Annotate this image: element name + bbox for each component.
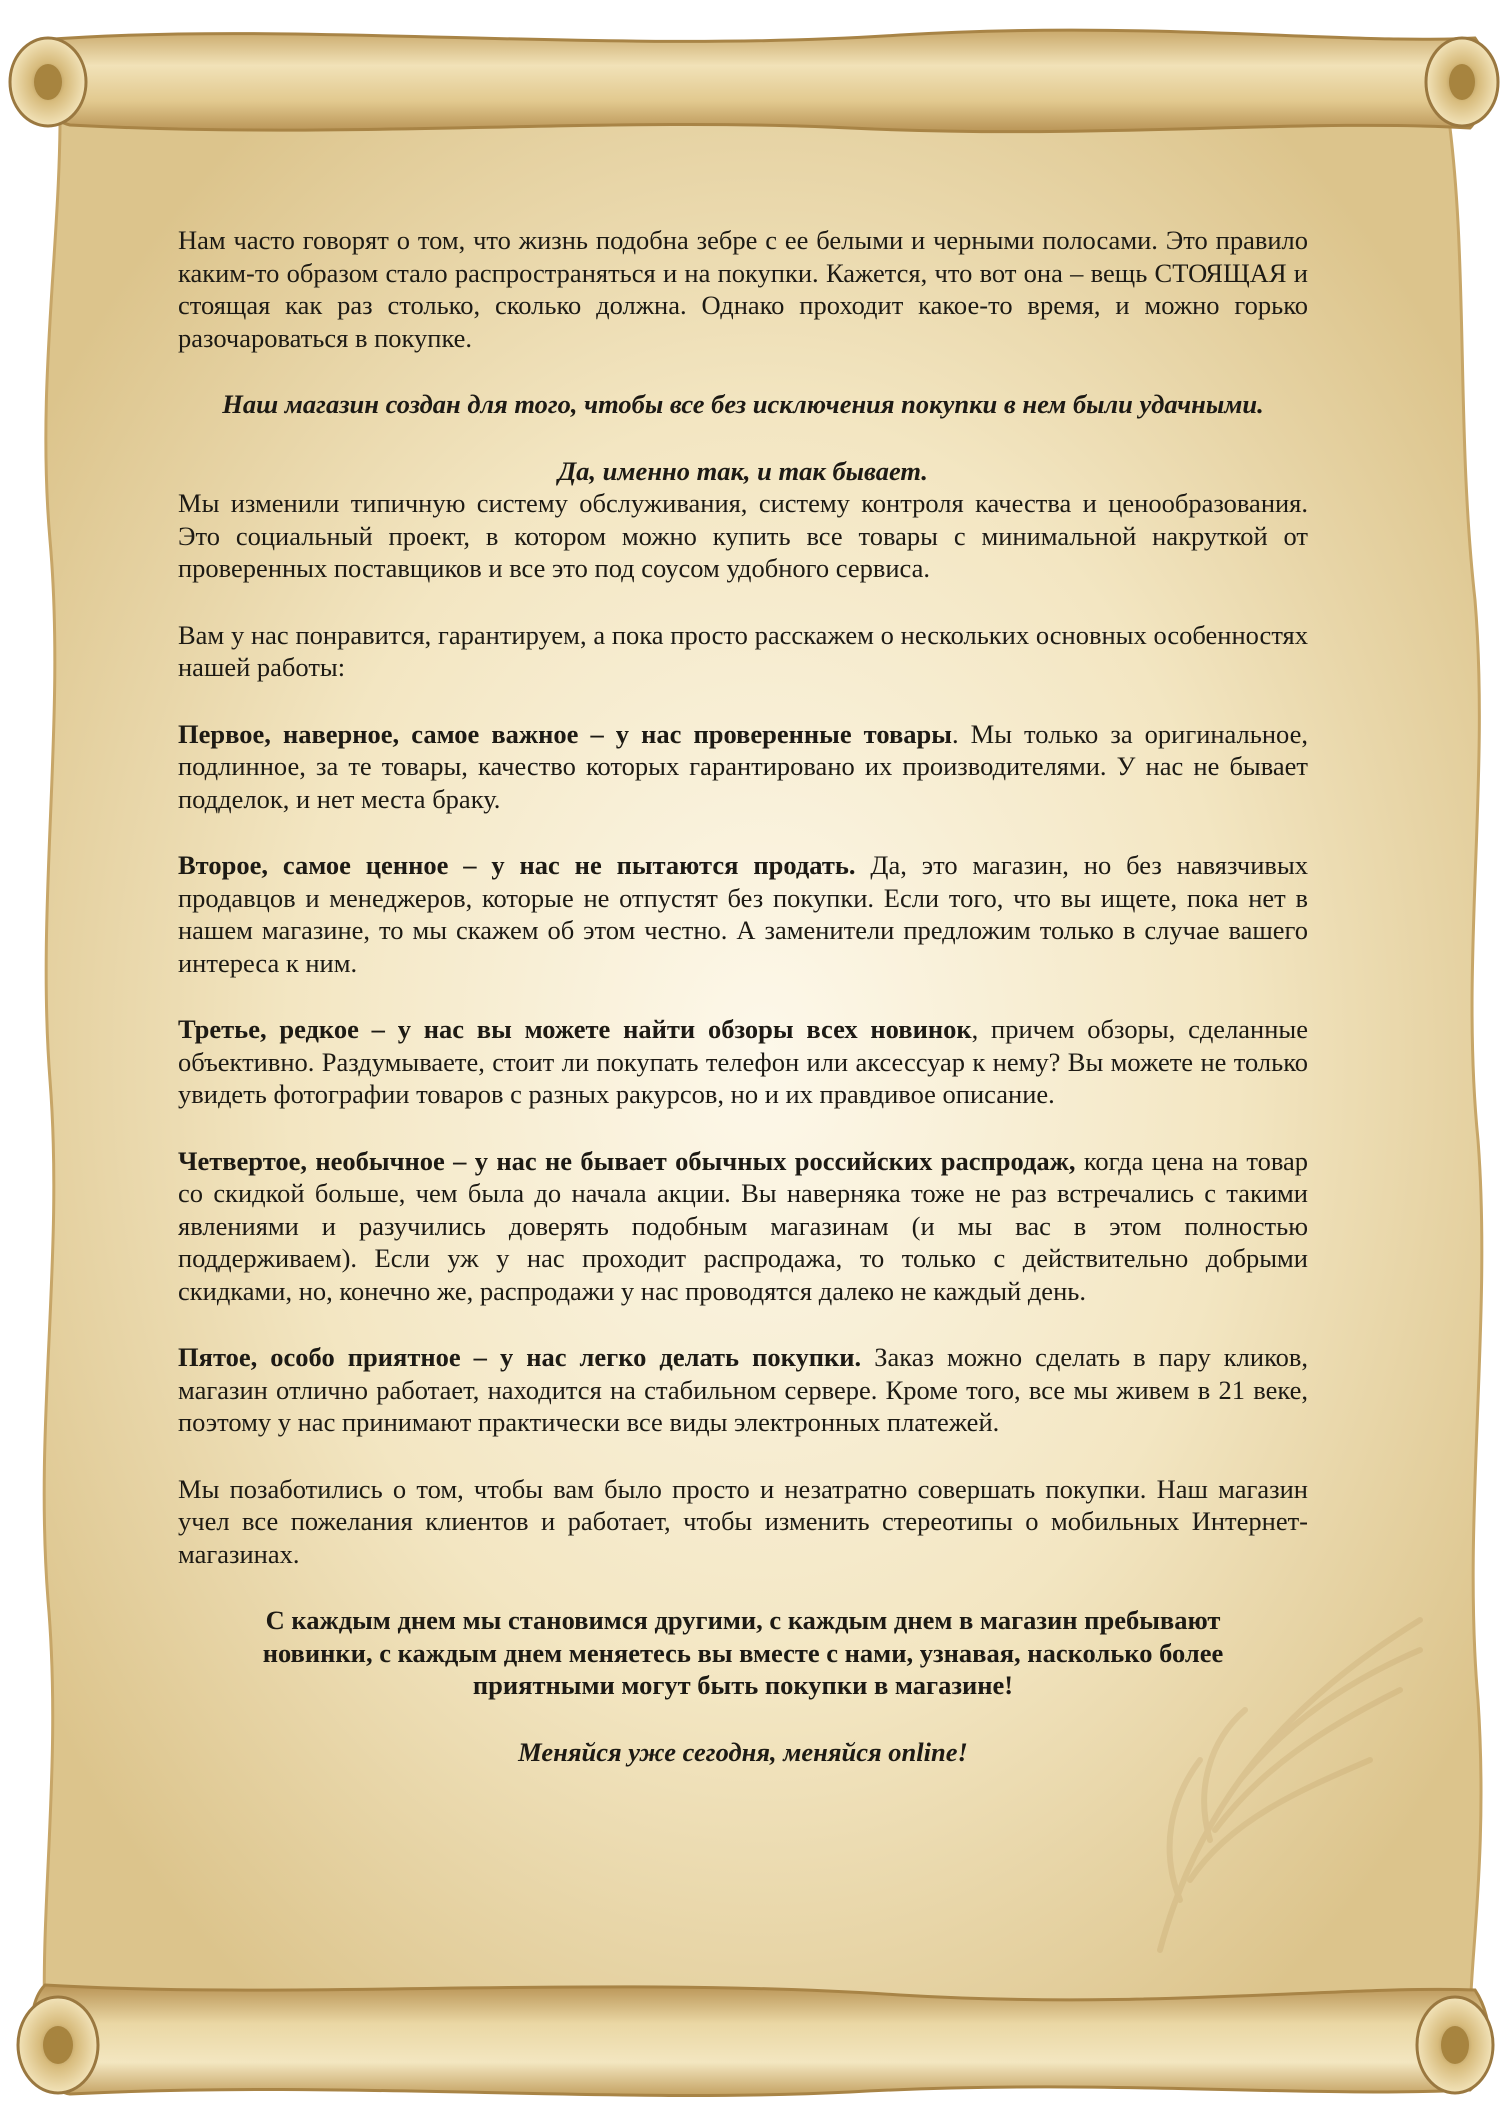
motto: Наш магазин создан для того, чтобы все без исключения покупки в нем были удачными. <box>222 389 1264 419</box>
point-2-heading: Второе, самое ценное – у нас не пытаются продать. <box>178 850 856 880</box>
point-1-heading: Первое, наверное, самое важное – у нас проверенные товары <box>178 718 952 749</box>
closing-paragraph: Мы позаботились о том, чтобы вам было просто и незатратно совершать покупки. Наш магазин учел все пожелания клиентов и работает, чтобы изменить стереотипы о мобильных Интернет-магазинах. <box>178 1473 1308 1569</box>
point-3-heading: Третье, редкое – у нас вы можете найти обзоры всех новинок <box>178 1014 972 1044</box>
top-roll <box>30 30 1486 132</box>
point-2-text: Да, это магазин, но без навязчивых продавцов и менеджеров, которые не отпустят без покупки. Если того, что вы ищете, пока нет в нашем магазине, то мы скажем об этом честно. А заменители предложим только в случае вашего интереса к ним. <box>178 850 1308 978</box>
intro-paragraph: Нам часто говорят о том, что жизнь подобна зебре с ее белыми и черными полосами. Это правило каким-то образом стало распространяться и на покупки. Кажется, что вот она – вещь СТОЯЩАЯ и стоящая как раз столько, сколько должна. Однако проходит какое-то время, и можно горько разочароваться в покупке. <box>178 225 1308 353</box>
point-3 <box>178 1013 1308 1111</box>
point-4 <box>178 1145 1308 1308</box>
slogan: Меняйся уже сегодня, меняйся online! <box>518 1736 968 1767</box>
document-text <box>178 224 1308 1768</box>
system-paragraph: Мы изменили типичную систему обслуживания, систему контроля качества и ценообразования. Это социальный проект, в котором можно купить все товары с минимальной накруткой от проверенных поставщиков и все это под соусом удобного сервиса. <box>178 488 1308 583</box>
point-1 <box>178 718 1308 816</box>
lead-paragraph: Вам у нас понравится, гарантируем, а пока просто расскажем о нескольких основных особенностях нашей работы: <box>178 619 1308 682</box>
point-5 <box>178 1341 1308 1439</box>
affirmation: Да, именно так, и так бывает. <box>558 455 928 486</box>
point-2 <box>178 849 1308 979</box>
point-5-text: Заказ можно сделать в пару кликов, магазин отлично работает, находится на стабильном сервере. Кроме того, все мы живем в 21 веке, поэтому у нас принимают практически все виды электронных платежей. <box>178 1342 1308 1437</box>
point-3-text: , причем обзоры, сделанные объективно. Раздумываете, стоит ли покупать телефон или аксессуар к нему? Вы можете не только увидеть фотографии товаров с разных ракурсов, но и их правдивое описание. <box>178 1014 1308 1109</box>
point-4-text: когда цена на товар со скидкой больше, чем была до начала акции. Вы наверняка тоже не раз встречались с такими явлениями и разучились доверять подобным магазинам (и мы вас в этом полностью поддерживаем). Если уж у нас проходит распродажа, то только с действительно добрыми скидками, но, конечно же, распродажи у нас проводятся далеко не каждый день. <box>178 1145 1308 1306</box>
point-4-heading: Четвертое, необычное – у нас не бывает обычных российских распродаж, <box>178 1145 1076 1176</box>
point-1-text: . Мы только за оригинальное, подлинное, за те товары, качество которых гарантировано их производителями. У нас не бывает подделок, и нет места браку. <box>178 718 1309 814</box>
bottom-roll <box>31 1985 1489 2095</box>
final-statement: С каждым днем мы становимся другими, с каждым днем в магазин пребывают новинки, с каждым днем меняетесь вы вместе с нами, узнавая, насколько более приятными могут быть покупки в магазине! <box>262 1605 1224 1700</box>
point-5-heading: Пятое, особо приятное – у нас легко делать покупки. <box>178 1342 862 1372</box>
